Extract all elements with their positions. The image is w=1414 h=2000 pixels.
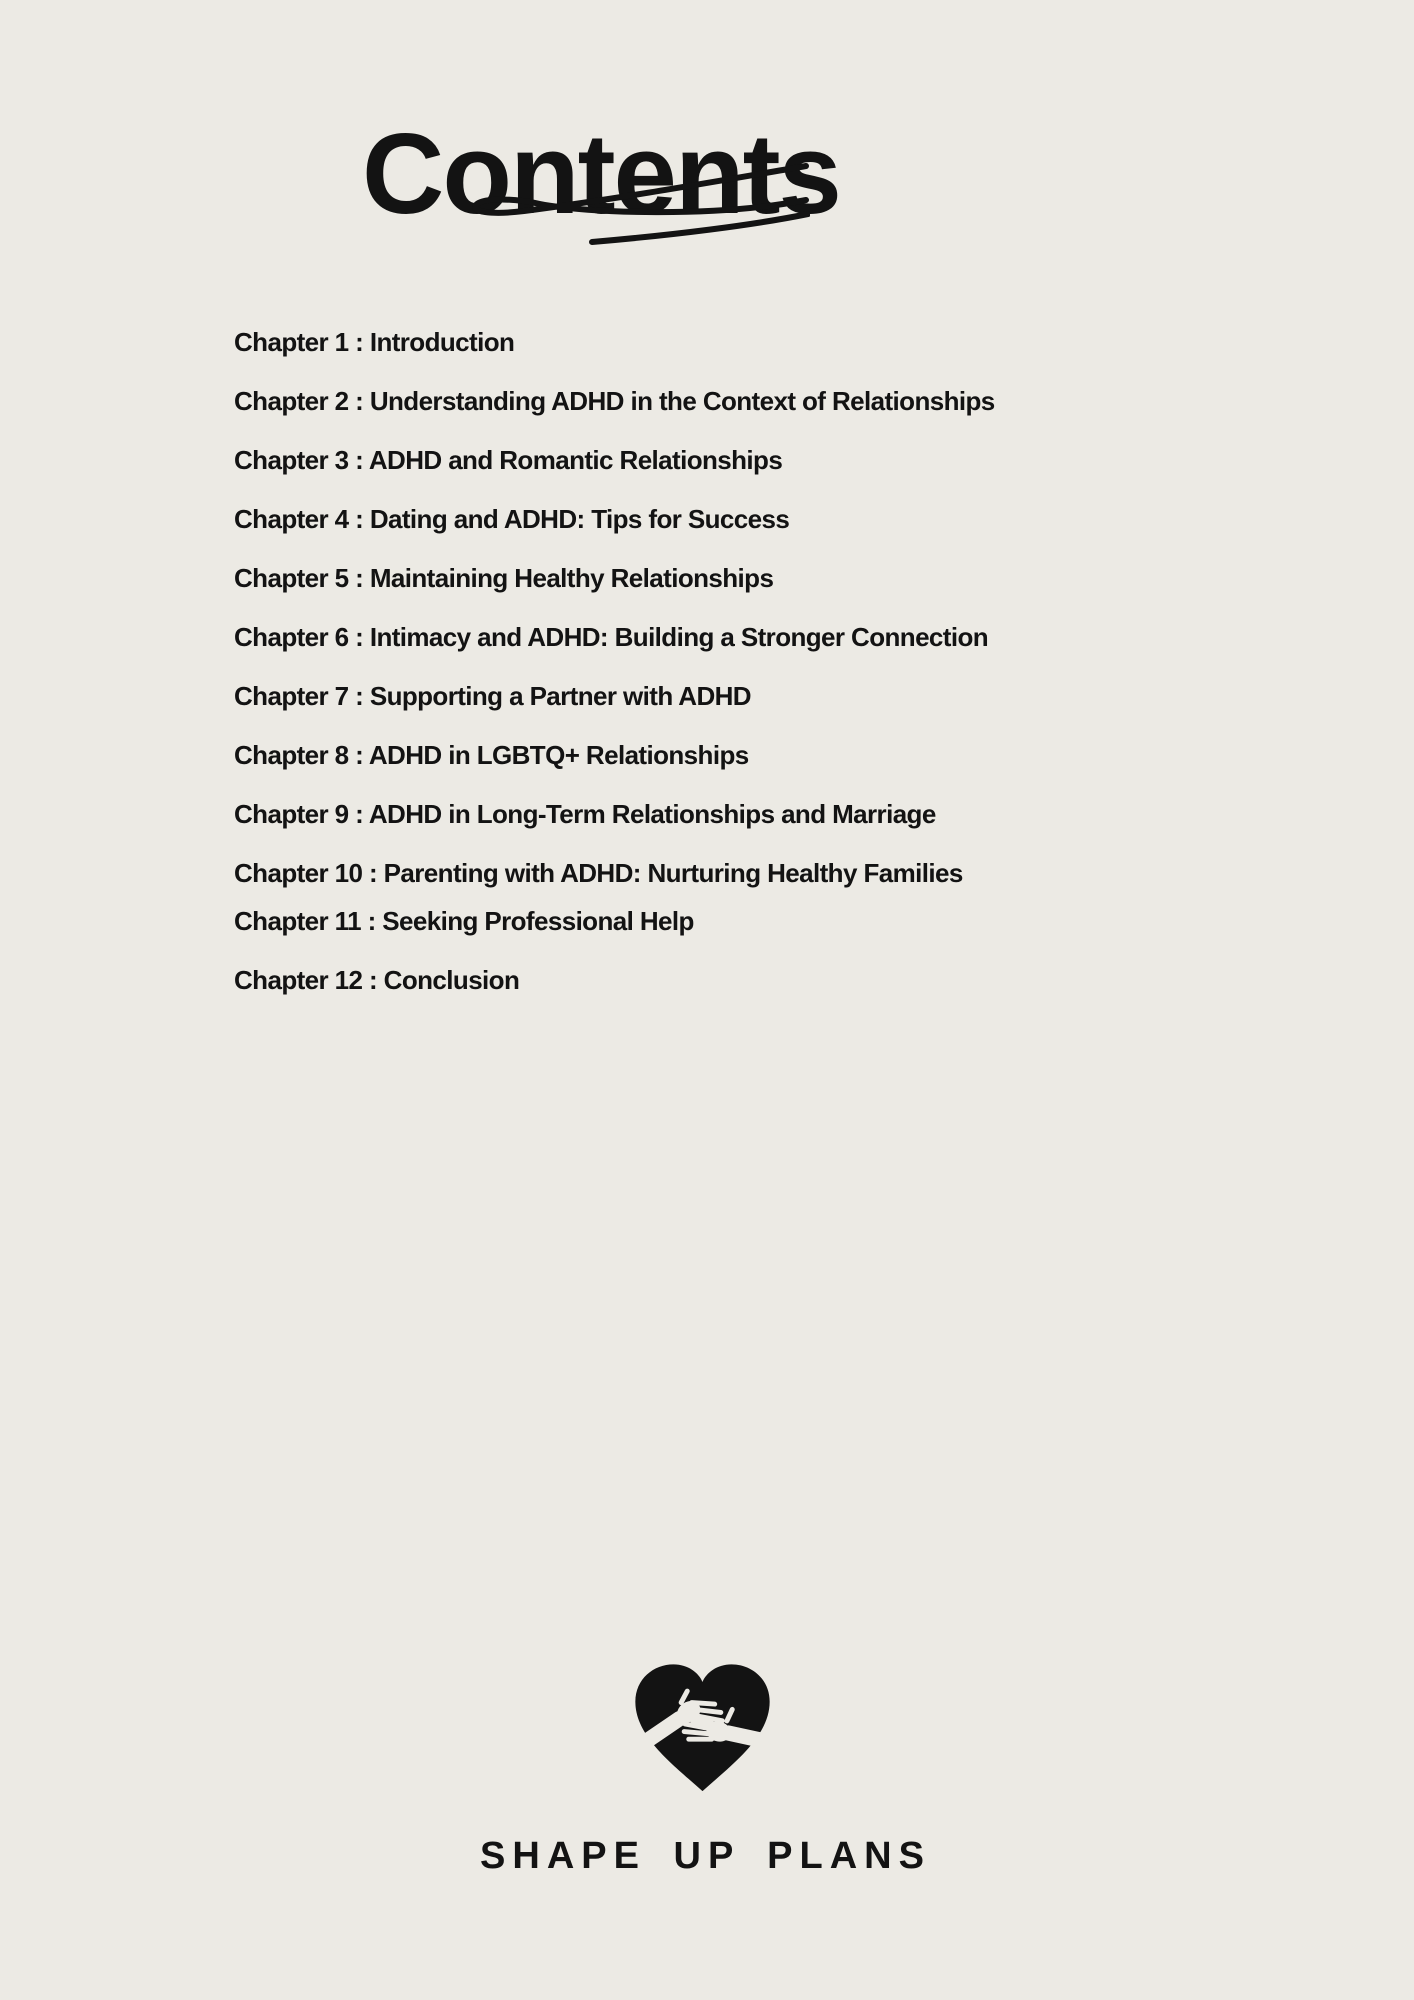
toc-entry-chapter-7: Chapter 7 : Supporting a Partner with ADHD bbox=[234, 681, 751, 711]
toc-entry-chapter-3: Chapter 3 : ADHD and Romantic Relationships bbox=[234, 445, 783, 475]
toc-entry-chapter-1: Chapter 1 : Introduction bbox=[234, 327, 515, 357]
title-block bbox=[362, 111, 922, 238]
toc-entry-chapter-8: Chapter 8 : ADHD in LGBTQ+ Relationships bbox=[234, 740, 749, 770]
toc-entry-chapter-4: Chapter 4 : Dating and ADHD: Tips for Success bbox=[234, 504, 790, 534]
heart-hands-icon bbox=[626, 1656, 779, 1801]
toc-entry-chapter-10: Chapter 10 : Parenting with ADHD: Nurturing Healthy Families bbox=[234, 858, 963, 888]
brand-name: SHAPE UP PLANS bbox=[480, 1835, 931, 1877]
toc-entry-chapter-2: Chapter 2 : Understanding ADHD in the Context of Relationships bbox=[234, 386, 995, 416]
table-of-contents bbox=[234, 326, 1214, 996]
toc-entry-chapter-11: Chapter 11 : Seeking Professional Help bbox=[234, 906, 694, 936]
page-title: Contents bbox=[362, 111, 840, 238]
toc-entry-chapter-6: Chapter 6 : Intimacy and ADHD: Building a Stronger Connection bbox=[234, 622, 989, 652]
toc-entry-chapter-12: Chapter 12 : Conclusion bbox=[234, 965, 520, 995]
toc-entry-chapter-5: Chapter 5 : Maintaining Healthy Relationships bbox=[234, 563, 774, 593]
toc-entry-chapter-9: Chapter 9 : ADHD in Long-Term Relationships and Marriage bbox=[234, 799, 936, 829]
footer bbox=[0, 1656, 1404, 1878]
